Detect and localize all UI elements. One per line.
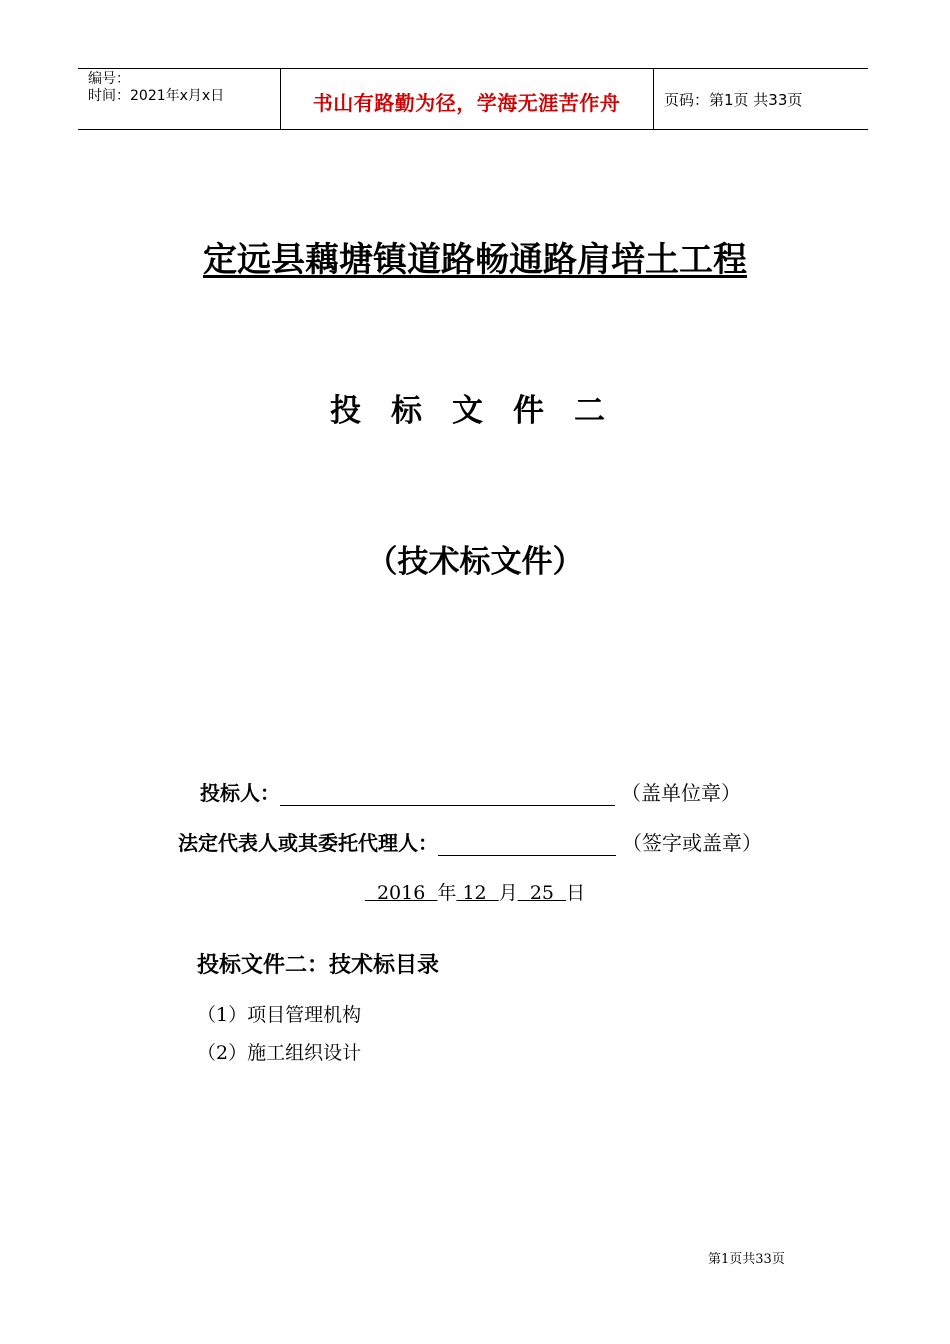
bidder-note: （盖单位章）	[621, 781, 741, 805]
date-row	[0, 878, 950, 905]
date-month: 12	[456, 882, 499, 904]
bidder-label: 投标人：	[200, 781, 280, 805]
document-type: （技术标文件）	[366, 544, 584, 580]
representative-note: （签字或盖章）	[622, 831, 762, 855]
document-title: 定远县藕塘镇道路畅通路肩培土工程	[203, 240, 747, 280]
header-motto: 书山有路勤为径，学海无涯苦作舟	[312, 91, 621, 115]
date-day-unit: 日	[566, 882, 586, 904]
representative-label: 法定代表人或其委托代理人：	[178, 831, 438, 855]
toc-heading: 投标文件二：技术标目录	[197, 953, 440, 978]
date-year-unit: 年	[437, 882, 457, 904]
representative-row	[178, 827, 762, 856]
serial-label: 编号：	[88, 71, 130, 87]
bidder-blank[interactable]	[280, 783, 615, 806]
date-day: 25	[517, 882, 567, 904]
toc-item: （1）项目管理机构	[197, 1004, 362, 1026]
header-divider	[653, 69, 654, 129]
page-header	[78, 68, 868, 130]
header-page-label: 页码：第1页 共33页	[664, 91, 803, 109]
document-subtitle: 投标文件二	[330, 393, 635, 429]
time-label: 时间：2021年x月x日	[88, 88, 225, 104]
date-month-unit: 月	[498, 882, 518, 904]
representative-blank[interactable]	[438, 833, 616, 856]
date-year: 2016	[364, 882, 438, 904]
header-meta	[88, 71, 224, 105]
page-footer: 第1页共33页	[708, 1252, 785, 1267]
bidder-row	[200, 777, 741, 806]
toc-item: （2）施工组织设计	[197, 1042, 362, 1064]
